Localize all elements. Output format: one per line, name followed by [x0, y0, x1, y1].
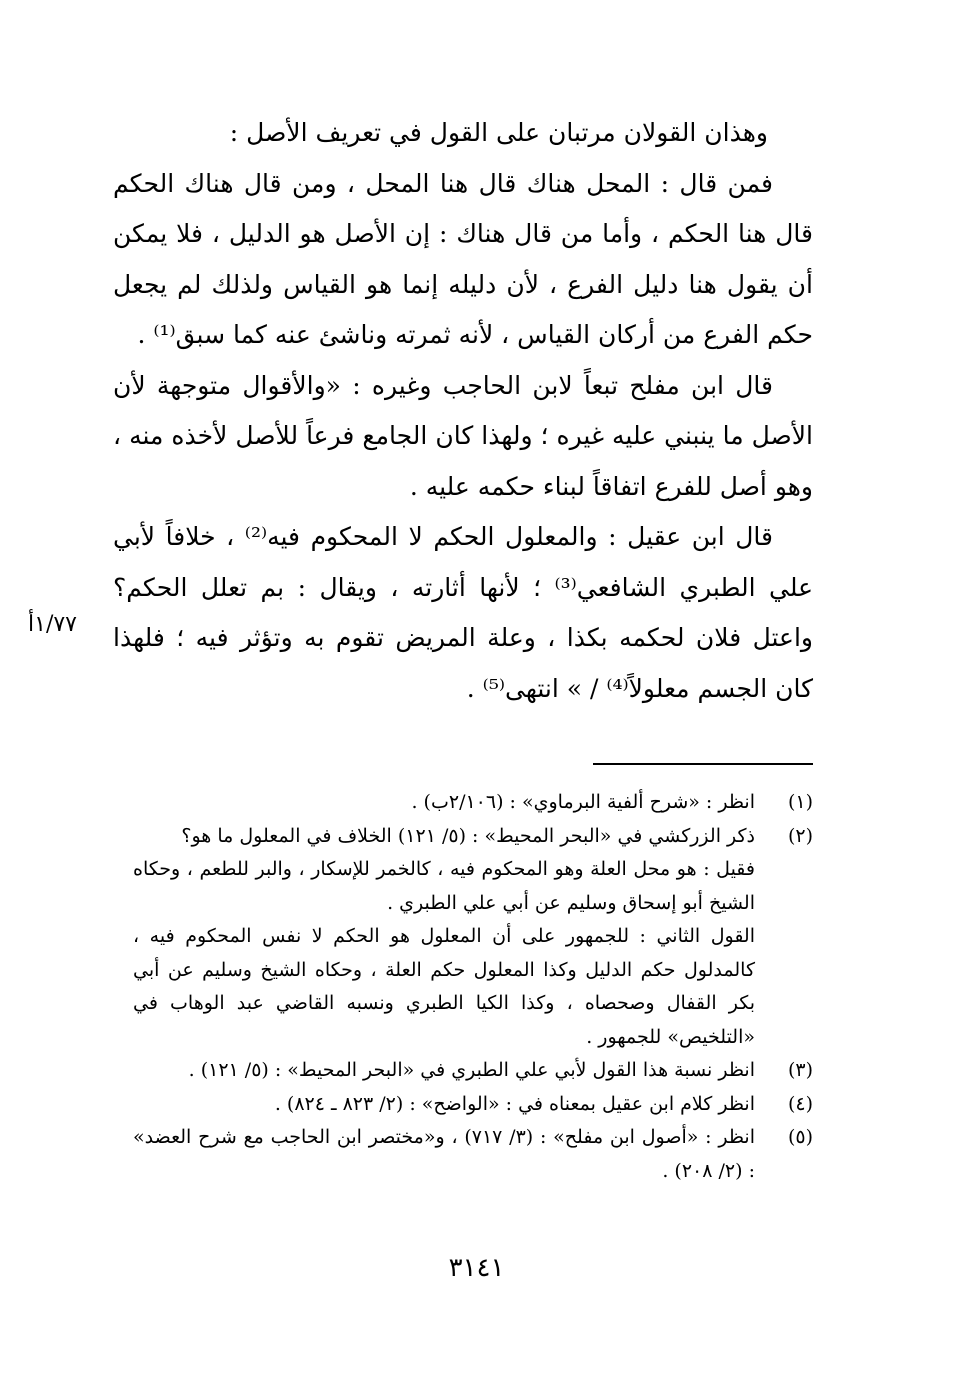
footnote-3 — [133, 1054, 813, 1088]
footnote-text: انظر : «أصول ابن مفلح» : (٣/ ٧١٧) ، و«مختصر ابن الحاجب مع شرح العضد» : (٢/ ٢٠٨) . — [133, 1126, 755, 1182]
footnote-number: (٤) — [787, 1092, 813, 1115]
footnotes-section — [133, 786, 813, 1188]
paragraph-3: قال ابن مفلح تبعاً لابن الحاجب وغيره : «والأقوال متوجهة لأن الأصل ما ينبني عليه غيره ؛ ولهذا كان الجامع فرعاً للأصل لأخذه منه ، وهو أصل للفرع اتفاقاً لبناء حكمه عليه . — [113, 370, 813, 501]
footnote-2-continuation-2: القول الثاني : للجمهور على أن المعلول هو الحكم لا نفس المحكوم فيه ، كالمدلول حكم الدليل وكذا المعلول حكم العلة ، وحكاه الشيخ وسليم عن أبي بكر القفال وصحصاه ، وكذا الكيا الطبري ونسبه القاضي عبد الوهاب في «التلخيص» للجمهور . — [133, 925, 755, 1048]
footnote-text: انظر كلام ابن عقيل بمعناه في : «الواضح» : (٢/ ٨٢٣ ـ ٨٢٤) . — [274, 1092, 755, 1115]
footnote-text: انظر : «شرح ألفية البرماوي» : (٢/١٠٦ب) . — [411, 791, 755, 813]
page-number: ٣١٤١ — [448, 1253, 505, 1283]
footnote-number: (٥) — [787, 1126, 813, 1148]
footnote-2 — [133, 820, 813, 854]
footnote-number: (٣) — [787, 1059, 813, 1081]
paragraph-4: قال ابن عقيل : والمعلول الحكم لا المحكوم فيه⁽²⁾ ، خلافاً لأبي علي الطبري الشافعي⁽³⁾ ؛ لأنها أثارته ، ويقال : بم تعلل الحكم؟ واعتل فلان لحكمه بكذا ، وعلة المريض تقوم به وتؤثر فيه ؛ فلهذا كان الجسم معلولاً⁽⁴⁾ / » انتهى⁽⁵⁾ . — [113, 522, 814, 703]
paragraph-1: وهذان القولان مرتبان على القول في تعريف الأصل : — [229, 118, 768, 147]
footnote-text: انظر نسبة هذا القول لأبي علي الطبري في «البحر المحيط» : (٥/ ١٢١) . — [188, 1059, 755, 1081]
footnote-text: ذكر الزركشي في «البحر المحيط» : (٥/ ١٢١) الخلاف في المعلول ما هو؟ — [181, 824, 755, 847]
manuscript-folio-note: ١/٧٧أ — [28, 612, 77, 637]
footnote-5 — [133, 1121, 813, 1188]
main-text-body — [113, 108, 813, 714]
footnote-separator — [593, 763, 813, 765]
paragraph-2: فمن قال : المحل هناك قال هنا المحل ، ومن قال هناك الحكم قال هنا الحكم ، وأما من قال هناك : إن الأصل هو الدليل ، فلا يمكن أن يقول هنا دليل الفرع ، لأن دليله إنما هو القياس ولذلك لم يجعل حكم الفرع من أركان القياس ، لأنه ثمرته وناشئ عنه كما سبق⁽¹⁾ . — [113, 168, 813, 349]
footnote-2-continuation-1: فقيل : هو محل العلة وهو المحكوم فيه ، كالخمر للإسكار ، والبر للطعم ، وحكاه الشيخ أبو إسحاق وسليم عن أبي علي الطبري . — [133, 858, 755, 914]
footnote-4 — [133, 1088, 813, 1122]
footnote-number: (٢) — [787, 824, 813, 847]
footnote-number: (١) — [787, 791, 813, 813]
footnote-1 — [133, 786, 813, 820]
